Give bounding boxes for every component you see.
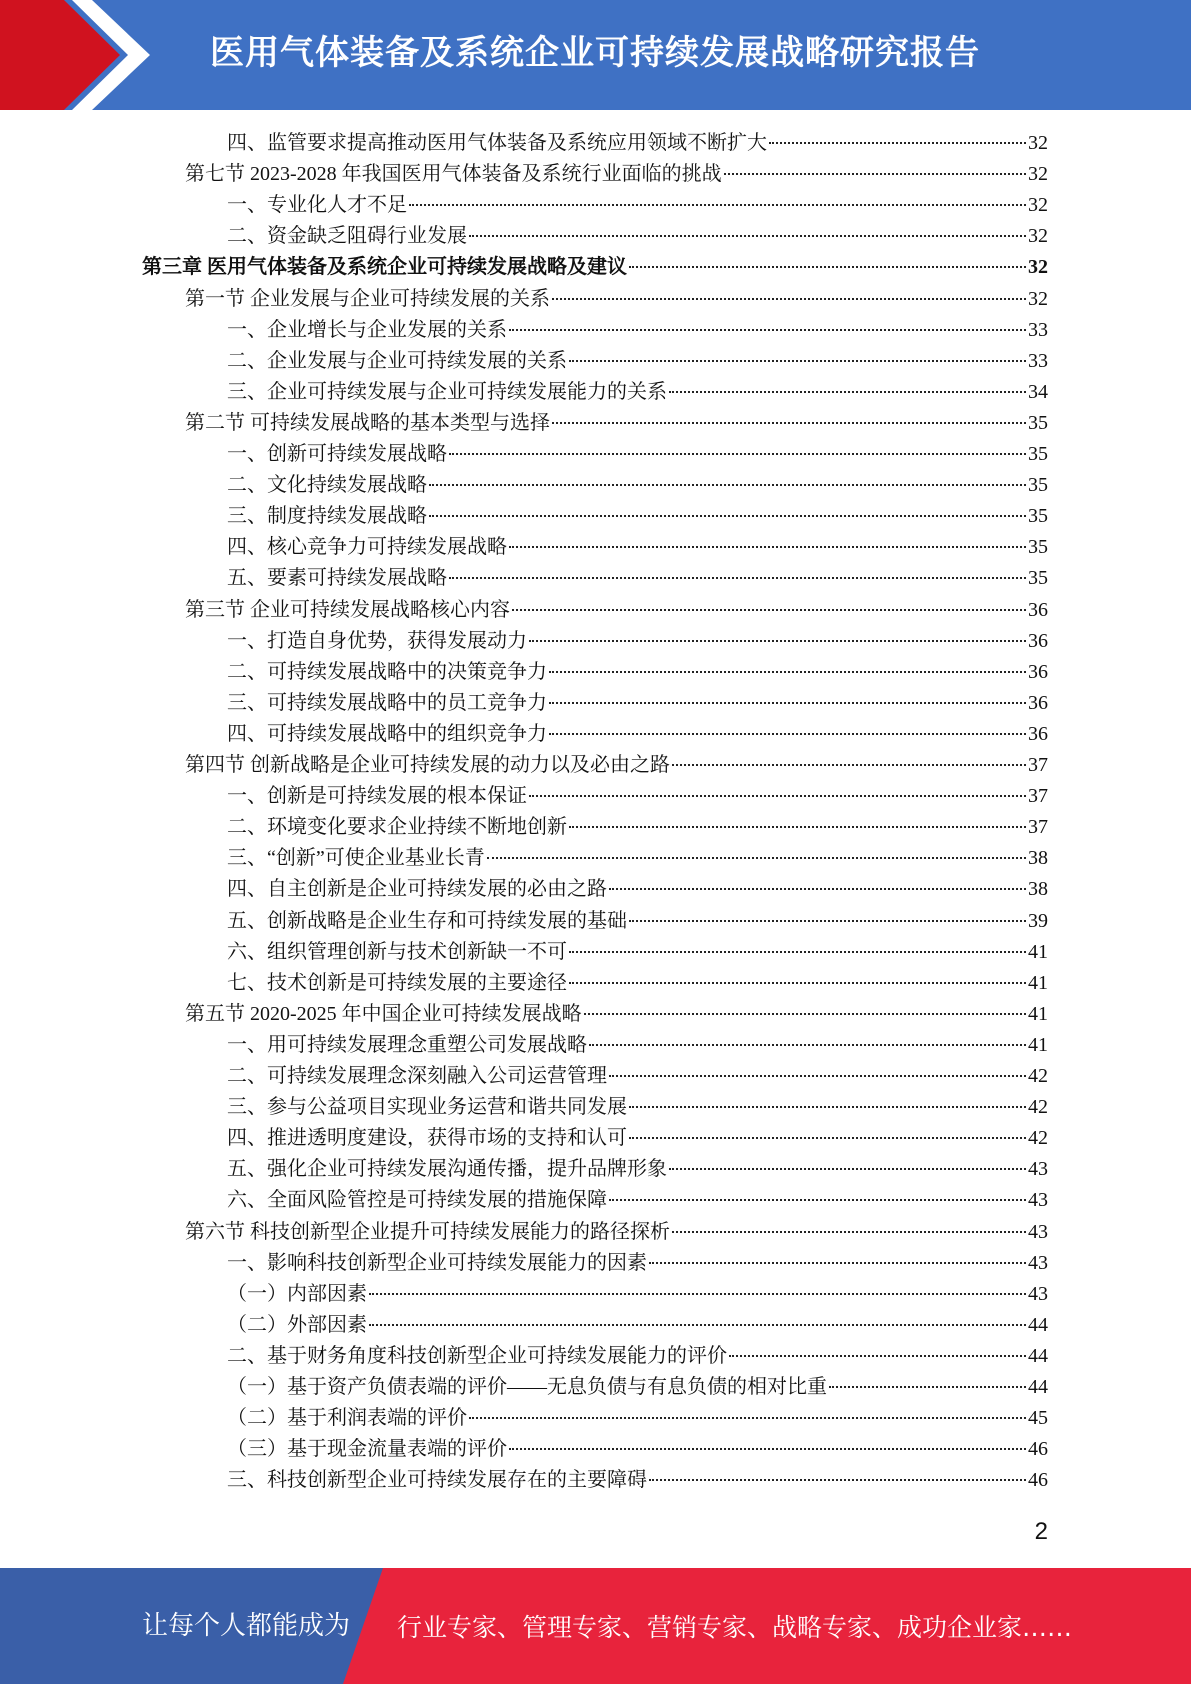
- toc-dot-leader: [449, 576, 1026, 579]
- toc-subsection-entry[interactable]: [227, 1465, 1048, 1496]
- toc-section-entry[interactable]: [185, 1217, 1048, 1248]
- toc-entry-page: 37: [1028, 785, 1048, 808]
- toc-entry-title: 一、创新可持续发展战略: [227, 443, 447, 465]
- toc-dot-leader: [769, 141, 1026, 144]
- toc-subsection-entry[interactable]: [227, 1061, 1048, 1092]
- toc-entry-page: 41: [1028, 1033, 1048, 1056]
- toc-entry-page: 41: [1028, 1002, 1048, 1025]
- toc-entry-page: 46: [1028, 1469, 1048, 1492]
- toc-entry-page: 38: [1028, 847, 1048, 870]
- toc-dot-leader: [549, 670, 1026, 673]
- toc-entry-title: 五、强化企业可持续发展沟通传播，提升品牌形象: [227, 1158, 667, 1181]
- toc-entry-page: 35: [1028, 443, 1048, 465]
- toc-entry-page: 43: [1028, 1282, 1048, 1305]
- toc-entry-page: 34: [1028, 380, 1048, 403]
- toc-entry-page: 39: [1028, 909, 1048, 932]
- toc-subsection-entry[interactable]: [227, 439, 1048, 470]
- toc-entry-title: （二）外部因素: [227, 1313, 367, 1336]
- toc-entry-title: 第一节 企业发展与企业可持续发展的关系: [185, 287, 550, 310]
- page-number: 2: [1034, 1518, 1048, 1545]
- toc-dot-leader: [672, 1230, 1026, 1233]
- toc-entry-title: 二、环境变化要求企业持续不断地创新: [227, 816, 567, 839]
- toc-subsection-entry[interactable]: [227, 1092, 1048, 1123]
- toc-entry-title: 三、参与公益项目实现业务运营和谐共同发展: [227, 1096, 627, 1119]
- toc-entry-page: 32: [1028, 132, 1048, 154]
- toc-subsection-entry[interactable]: [227, 937, 1048, 968]
- toc-entry-page: 35: [1028, 567, 1048, 590]
- toc-entry-page: 42: [1028, 1096, 1048, 1119]
- toc-subsection-entry[interactable]: [227, 781, 1048, 812]
- toc-subsection-entry[interactable]: [227, 1403, 1048, 1434]
- toc-subsection-entry[interactable]: [227, 874, 1048, 905]
- toc-entry-title: 三、科技创新型企业可持续发展存在的主要障碍: [227, 1469, 647, 1492]
- toc-subsection-entry[interactable]: [227, 377, 1048, 408]
- toc-section-entry[interactable]: [185, 408, 1048, 439]
- toc-dot-leader: [549, 732, 1026, 735]
- toc-subsection-entry[interactable]: [227, 812, 1048, 843]
- header-chevron-icon: [0, 0, 150, 110]
- toc-dot-leader: [509, 1447, 1026, 1450]
- toc-dot-leader: [672, 763, 1026, 766]
- toc-dot-leader: [629, 919, 1026, 922]
- toc-entry-title: 四、推进透明度建设，获得市场的支持和认可: [227, 1127, 627, 1150]
- toc-entry-page: 45: [1028, 1407, 1048, 1430]
- toc-entry-title: 第七节 2023-2028 年我国医用气体装备及系统行业面临的挑战: [185, 163, 722, 186]
- toc-entry-title: 二、文化持续发展战略: [227, 474, 427, 497]
- toc-dot-leader: [409, 203, 1026, 206]
- toc-dot-leader: [729, 1354, 1026, 1357]
- toc-subsection-entry[interactable]: [227, 1123, 1048, 1154]
- toc-entry-title: （一）基于资产负债表端的评价——无息负债与有息负债的相对比重: [227, 1376, 827, 1398]
- toc-entry-page: 32: [1028, 163, 1048, 186]
- toc-entry-title: 六、全面风险管控是可持续发展的措施保障: [227, 1189, 607, 1212]
- toc-subsection-entry[interactable]: [227, 501, 1048, 532]
- toc-entry-page: 36: [1028, 691, 1048, 714]
- toc-dot-leader: [529, 639, 1026, 642]
- toc-dot-leader: [552, 297, 1026, 300]
- toc-entry-title: 四、可持续发展战略中的组织竞争力: [227, 722, 547, 745]
- toc-entry-title: 三、企业可持续发展与企业可持续发展能力的关系: [227, 380, 667, 403]
- toc-dot-leader: [509, 545, 1026, 548]
- toc-subsection-entry[interactable]: [227, 626, 1048, 657]
- toc-subsection-entry[interactable]: [227, 1310, 1048, 1341]
- toc-entry-page: 33: [1028, 318, 1048, 341]
- toc-dot-leader: [609, 1074, 1026, 1077]
- toc-entry-page: 32: [1028, 256, 1048, 279]
- toc-entry-page: 33: [1028, 349, 1048, 372]
- toc-dot-leader: [609, 887, 1026, 890]
- toc-entry-page: 32: [1028, 287, 1048, 310]
- report-header: [0, 0, 1191, 110]
- toc-entry-page: 46: [1028, 1438, 1048, 1461]
- toc-entry-title: 二、基于财务角度科技创新型企业可持续发展能力的评价: [227, 1344, 727, 1367]
- toc-dot-leader: [609, 1198, 1026, 1201]
- toc-entry-page: 35: [1028, 536, 1048, 559]
- toc-entry-page: 36: [1028, 629, 1048, 652]
- toc-dot-leader: [429, 514, 1026, 517]
- toc-dot-leader: [569, 950, 1026, 953]
- toc-dot-leader: [552, 421, 1026, 424]
- toc-subsection-entry[interactable]: [227, 221, 1048, 252]
- toc-entry-title: （二）基于利润表端的评价: [227, 1407, 467, 1430]
- toc-entry-title: 第六节 科技创新型企业提升可持续发展能力的路径探析: [185, 1220, 670, 1243]
- toc-dot-leader: [724, 172, 1026, 175]
- toc-entry-title: 二、可持续发展战略中的决策竞争力: [227, 660, 547, 683]
- report-title: 医用气体装备及系统企业可持续发展战略研究报告: [210, 33, 980, 73]
- toc-entry-title: 第二节 可持续发展战略的基本类型与选择: [185, 411, 550, 434]
- toc-dot-leader: [369, 1292, 1026, 1295]
- toc-entry-page: 35: [1028, 505, 1048, 528]
- toc-entry-page: 43: [1028, 1220, 1048, 1243]
- toc-subsection-entry[interactable]: [227, 1341, 1048, 1372]
- toc-subsection-entry[interactable]: [227, 843, 1048, 874]
- toc-entry-page: 32: [1028, 225, 1048, 248]
- toc-entry-page: 37: [1028, 816, 1048, 839]
- toc-subsection-entry[interactable]: [227, 906, 1048, 937]
- toc-subsection-entry[interactable]: [227, 128, 1048, 159]
- toc-dot-leader: [449, 452, 1026, 455]
- toc-dot-leader: [669, 1167, 1026, 1170]
- toc-entry-title: （三）基于现金流量表端的评价: [227, 1438, 507, 1461]
- toc-section-entry[interactable]: [185, 999, 1048, 1030]
- toc-entry-title: 三、可持续发展战略中的员工竞争力: [227, 691, 547, 714]
- toc-entry-title: 一、影响科技创新型企业可持续发展能力的因素: [227, 1251, 647, 1274]
- toc-subsection-entry[interactable]: [227, 1154, 1048, 1185]
- toc-entry-page: 44: [1028, 1376, 1048, 1398]
- toc-entry-title: 第五节 2020-2025 年中国企业可持续发展战略: [185, 1002, 582, 1025]
- toc-subsection-entry[interactable]: [227, 470, 1048, 501]
- toc-entry-title: 二、企业发展与企业可持续发展的关系: [227, 349, 567, 372]
- toc-subsection-entry[interactable]: [227, 190, 1048, 221]
- report-footer: [0, 1568, 1191, 1684]
- toc-entry-page: 41: [1028, 971, 1048, 994]
- toc-subsection-entry[interactable]: [227, 1248, 1048, 1279]
- toc-subsection-entry[interactable]: [227, 1030, 1048, 1061]
- toc-dot-leader: [569, 359, 1026, 362]
- toc-entry-title: 五、创新战略是企业生存和可持续发展的基础: [227, 909, 627, 932]
- toc-entry-page: 41: [1028, 940, 1048, 963]
- toc-dot-leader: [569, 981, 1026, 984]
- toc-subsection-entry[interactable]: [227, 1434, 1048, 1465]
- toc-entry-title: 四、监管要求提高推动医用气体装备及系统应用领域不断扩大: [227, 132, 767, 154]
- toc-section-entry[interactable]: [185, 159, 1048, 190]
- toc-dot-leader: [669, 390, 1026, 393]
- toc-entry-title: 五、要素可持续发展战略: [227, 567, 447, 590]
- toc-entry-page: 35: [1028, 474, 1048, 497]
- toc-entry-title: （一）内部因素: [227, 1282, 367, 1305]
- toc-dot-leader: [629, 1136, 1026, 1139]
- toc-dot-leader: [429, 483, 1026, 486]
- toc-chapter-entry[interactable]: [142, 252, 1048, 283]
- toc-entry-title: 二、资金缺乏阻碍行业发展: [227, 225, 467, 248]
- toc-entry-page: 37: [1028, 754, 1048, 776]
- toc-entry-title: 一、打造自身优势，获得发展动力: [227, 629, 527, 652]
- toc-dot-leader: [829, 1385, 1026, 1388]
- toc-subsection-entry[interactable]: [227, 346, 1048, 377]
- toc-subsection-entry[interactable]: [227, 688, 1048, 719]
- toc-entry-title: 第四节 创新战略是企业可持续发展的动力以及必由之路: [185, 754, 670, 776]
- toc-entry-title: 第三节 企业可持续发展战略核心内容: [185, 598, 510, 621]
- toc-entry-title: 三、“创新”可使企业基业长青: [227, 847, 485, 870]
- toc-entry-page: 36: [1028, 660, 1048, 683]
- toc-dot-leader: [589, 1043, 1026, 1046]
- toc-entry-page: 38: [1028, 878, 1048, 901]
- toc-entry-page: 42: [1028, 1065, 1048, 1087]
- toc-subsection-entry[interactable]: [227, 563, 1048, 594]
- toc-entry-title: 七、技术创新是可持续发展的主要途径: [227, 971, 567, 994]
- footer-slogan-left: 让每个人都能成为: [142, 1611, 351, 1641]
- toc-dot-leader: [509, 328, 1026, 331]
- toc-dot-leader: [512, 608, 1026, 611]
- toc-entry-title: 六、组织管理创新与技术创新缺一不可: [227, 940, 567, 963]
- toc-dot-leader: [629, 1105, 1026, 1108]
- toc-subsection-entry[interactable]: [227, 1372, 1048, 1403]
- footer-slogan-right: 行业专家、管理专家、营销专家、战略专家、成功企业家……: [397, 1613, 1073, 1642]
- toc-section-entry[interactable]: [185, 750, 1048, 781]
- toc-subsection-entry[interactable]: [227, 968, 1048, 999]
- toc-dot-leader: [584, 1012, 1026, 1015]
- toc-entry-page: 35: [1028, 411, 1048, 434]
- toc-dot-leader: [469, 1416, 1026, 1419]
- toc-entry-title: 三、制度持续发展战略: [227, 505, 427, 528]
- toc-subsection-entry[interactable]: [227, 657, 1048, 688]
- toc-entry-page: 43: [1028, 1251, 1048, 1274]
- toc-entry-page: 42: [1028, 1127, 1048, 1150]
- toc-dot-leader: [369, 1323, 1026, 1326]
- toc-dot-leader: [549, 701, 1026, 704]
- toc-entry-title: 一、创新是可持续发展的根本保证: [227, 785, 527, 808]
- toc-entry-page: 43: [1028, 1158, 1048, 1181]
- toc-dot-leader: [529, 794, 1026, 797]
- toc-dot-leader: [649, 1261, 1026, 1264]
- toc-entry-page: 43: [1028, 1189, 1048, 1212]
- toc-dot-leader: [649, 1478, 1026, 1481]
- toc-entry-title: 四、自主创新是企业可持续发展的必由之路: [227, 878, 607, 901]
- toc-entry-title: 四、核心竞争力可持续发展战略: [227, 536, 507, 559]
- toc-entry-page: 32: [1028, 194, 1048, 217]
- toc-entry-title: 二、可持续发展理念深刻融入公司运营管理: [227, 1065, 607, 1087]
- toc-dot-leader: [487, 856, 1026, 859]
- toc-dot-leader: [629, 265, 1026, 268]
- toc-subsection-entry[interactable]: [227, 1279, 1048, 1310]
- toc-dot-leader: [469, 234, 1026, 237]
- toc-entry-title: 一、用可持续发展理念重塑公司发展战略: [227, 1033, 587, 1056]
- toc-dot-leader: [569, 825, 1026, 828]
- toc-section-entry[interactable]: [185, 284, 1048, 315]
- toc-entry-title: 一、企业增长与企业发展的关系: [227, 318, 507, 341]
- toc-entry-title: 第三章 医用气体装备及系统企业可持续发展战略及建议: [142, 256, 627, 279]
- toc-entry-page: 36: [1028, 598, 1048, 621]
- toc-subsection-entry[interactable]: [227, 315, 1048, 346]
- toc-entry-page: 44: [1028, 1344, 1048, 1367]
- toc-section-entry[interactable]: [185, 595, 1048, 626]
- toc-subsection-entry[interactable]: [227, 1185, 1048, 1216]
- toc-entry-page: 36: [1028, 722, 1048, 745]
- toc-entry-page: 44: [1028, 1313, 1048, 1336]
- toc-subsection-entry[interactable]: [227, 532, 1048, 563]
- toc-subsection-entry[interactable]: [227, 719, 1048, 750]
- toc-entry-title: 一、专业化人才不足: [227, 194, 407, 217]
